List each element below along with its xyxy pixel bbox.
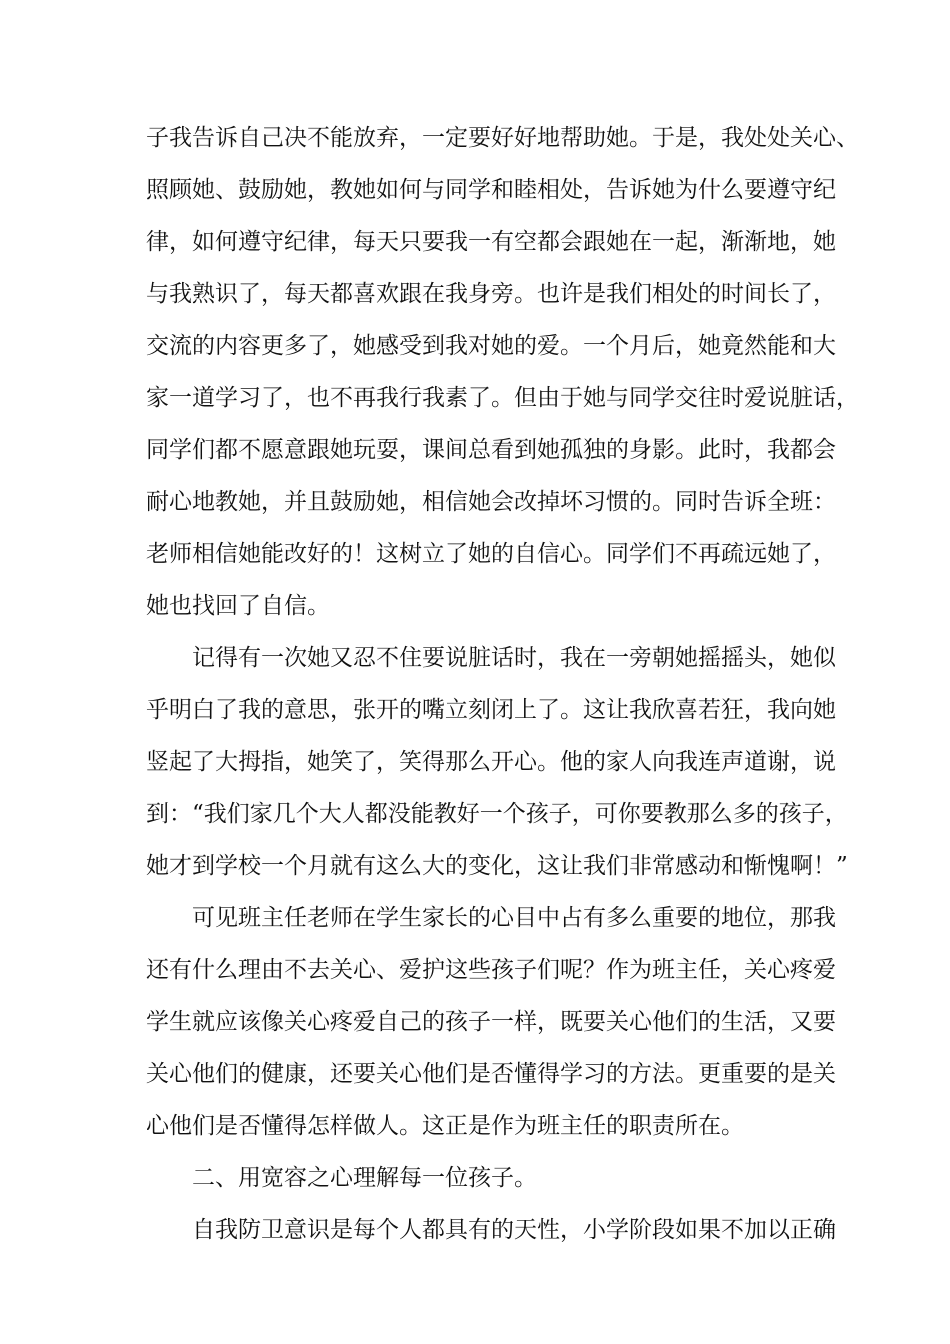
text-line: 老师相信她能改好的！这树立了她的自信心。同学们不再疏远她了， — [146, 541, 836, 567]
text-line: 交流的内容更多了，她感受到我对她的爱。一个月后，她竟然能和大 — [146, 333, 836, 359]
text-line: 还有什么理由不去关心、爱护这些孩子们呢？作为班主任，关心疼爱 — [146, 957, 836, 983]
text-line: 自我防卫意识是每个人都具有的天性，小学阶段如果不加以正确 — [192, 1217, 836, 1243]
text-line: 律，如何遵守纪律，每天只要我一有空都会跟她在一起，渐渐地，她 — [146, 229, 836, 255]
text-line: 乎明白了我的意思，张开的嘴立刻闭上了。这让我欣喜若狂，我向她 — [146, 697, 836, 723]
text-line: 她才到学校一个月就有这么大的变化，这让我们非常感动和惭愧啊！” — [146, 853, 848, 879]
text-line: 可见班主任老师在学生家长的心目中占有多么重要的地位，那我 — [192, 905, 836, 931]
text-line: 竖起了大拇指，她笑了，笑得那么开心。他的家人向我连声道谢，说 — [146, 749, 836, 775]
text-line: 她也找回了自信。 — [146, 593, 330, 619]
text-line: 同学们都不愿意跟她玩耍，课间总看到她孤独的身影。此时，我都会 — [146, 437, 836, 463]
text-line: 到：“我们家几个大人都没能教好一个孩子，可你要教那么多的孩子， — [146, 801, 848, 827]
text-line: 心他们是否懂得怎样做人。这正是作为班主任的职责所在。 — [146, 1113, 744, 1139]
text-line: 照顾她、鼓励她，教她如何与同学和睦相处，告诉她为什么要遵守纪 — [146, 177, 836, 203]
text-line: 记得有一次她又忍不住要说脏话时，我在一旁朝她摇摇头，她似 — [192, 645, 836, 671]
document-body — [146, 112, 859, 1256]
text-line: 学生就应该像关心疼爱自己的孩子一样，既要关心他们的生活，又要 — [146, 1009, 836, 1035]
text-line: 二、用宽容之心理解每一位孩子。 — [192, 1165, 537, 1191]
text-line: 子我告诉自己决不能放弃，一定要好好地帮助她。于是，我处处关心、 — [146, 125, 859, 151]
text-line: 耐心地教她，并且鼓励她，相信她会改掉坏习惯的。同时告诉全班： — [146, 489, 836, 515]
text-line: 关心他们的健康，还要关心他们是否懂得学习的方法。更重要的是关 — [146, 1061, 836, 1087]
text-line: 与我熟识了，每天都喜欢跟在我身旁。也许是我们相处的时间长了， — [146, 281, 836, 307]
text-line: 家一道学习了，也不再我行我素了。但由于她与同学交往时爱说脏话， — [146, 385, 859, 411]
